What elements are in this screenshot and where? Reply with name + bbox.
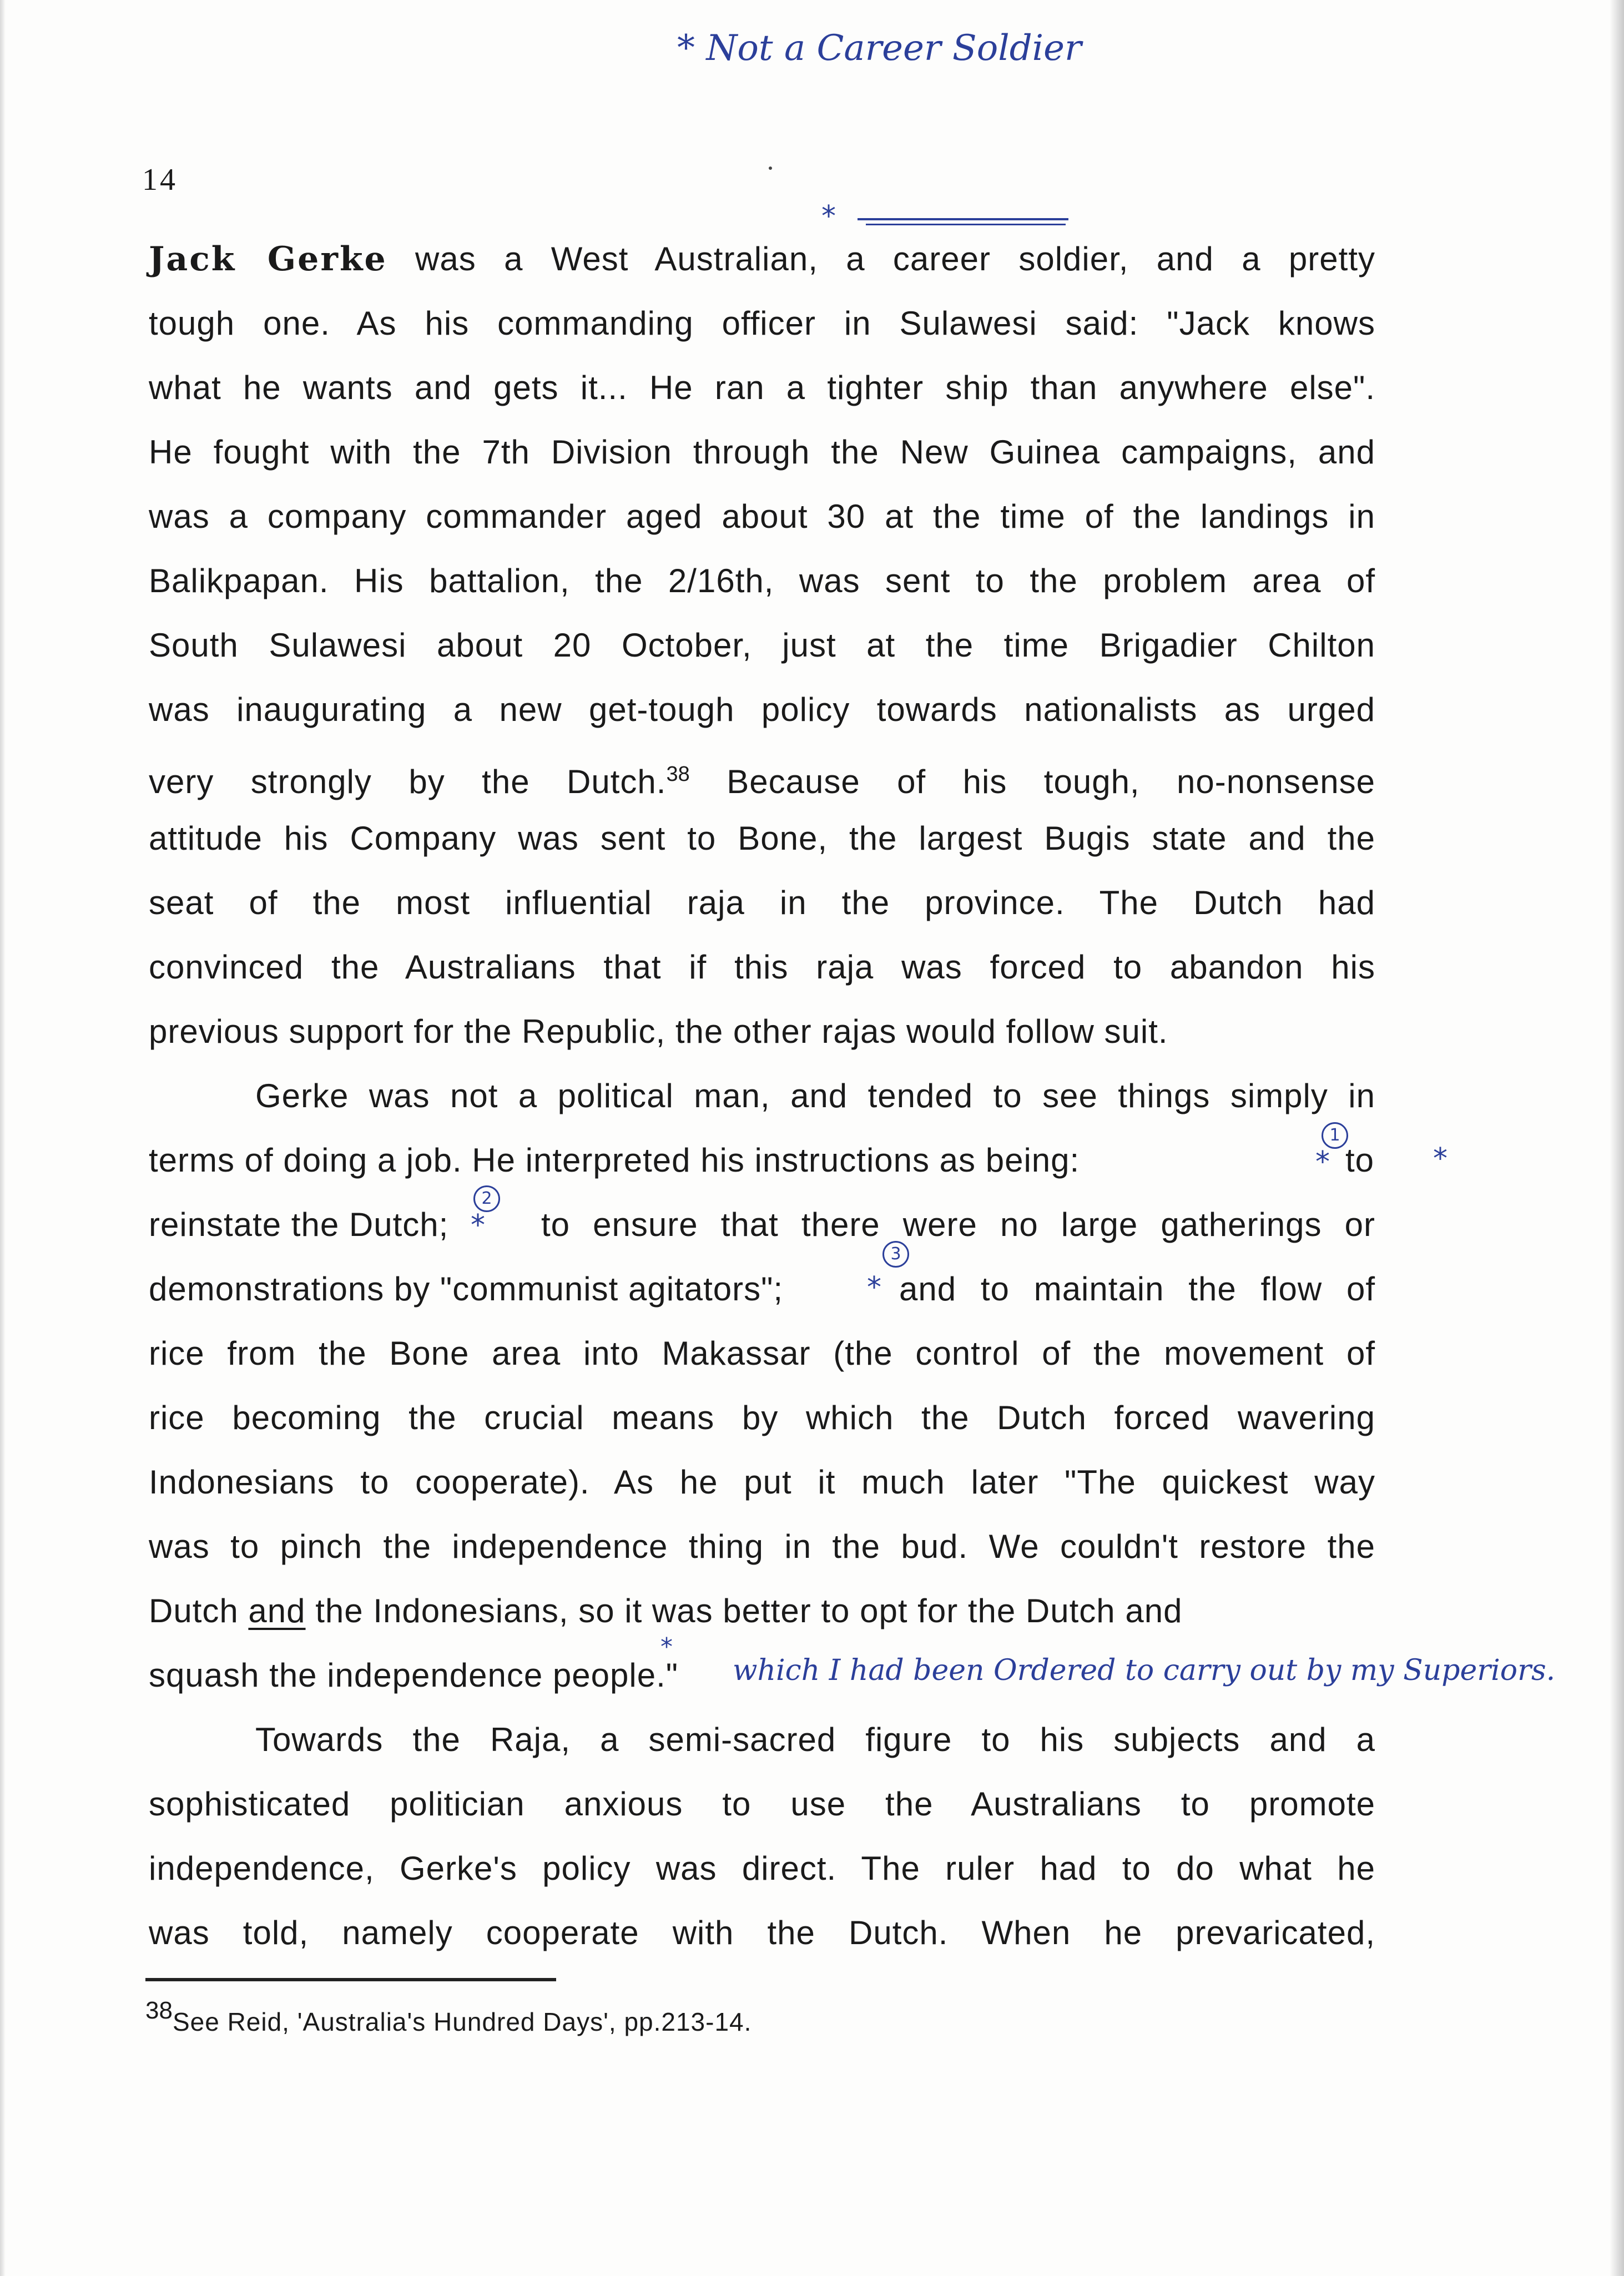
p3-line-1: Towards the Raja, a semi-sacred figure to his subjects and a xyxy=(255,1721,1375,1758)
p1-line-11: seat of the most influential raja in the province. The Dutch had xyxy=(149,884,1375,921)
asterisk-mark-1: * xyxy=(1315,1145,1330,1179)
p2-line-2-end: to xyxy=(1345,1142,1375,1179)
speck xyxy=(769,166,772,170)
scan-edge-left xyxy=(0,0,6,2276)
p2-line-8: was to pinch the independence thing in the bud. We couldn't restore the xyxy=(149,1528,1375,1565)
pen-strike-line xyxy=(858,218,1068,220)
p2-line-7: Indonesians to cooperate). As he put it much later "The quickest way xyxy=(149,1463,1375,1501)
circled-number-1: 1 xyxy=(1322,1122,1348,1149)
asterisk-mark-2: * xyxy=(471,1209,485,1242)
p3-line-2: sophisticated politician anxious to use the Australians to promote xyxy=(149,1785,1375,1823)
underlined-and: and xyxy=(248,1592,306,1629)
footnote-number: 38 xyxy=(145,1997,173,2024)
p1-line-10: attitude his Company was sent to Bone, the largest Bugis state and the xyxy=(149,820,1375,857)
footnote-text: See Reid, 'Australia's Hundred Days', pp.213-14. xyxy=(172,2007,752,2036)
p2-line-4a: demonstrations by "communist agitators"; xyxy=(149,1270,784,1308)
footnote-divider xyxy=(145,1978,556,1981)
footnote xyxy=(145,1997,752,2037)
p2-line-10: squash the independence people." xyxy=(149,1657,679,1694)
p2-line-4b: and to maintain the flow of xyxy=(899,1270,1375,1308)
asterisk-mark-career: * xyxy=(821,200,836,233)
p1-line-12: convinced the Australians that if this raja was forced to abandon his xyxy=(149,948,1375,986)
p1-line-9: very strongly by the Dutch.$^{38}$ Because of his tough, no-nonsense xyxy=(149,763,1375,800)
p1-line-3: what he wants and gets it... He ran a tighter ship than anywhere else". xyxy=(149,369,1375,406)
p2-line-6: rice becoming the crucial means by which the Dutch forced wavering xyxy=(149,1399,1375,1436)
p1-line-5: was a company commander aged about 30 at the time of the landings in xyxy=(149,498,1375,535)
handwritten-header-note: * Not a Career Soldier xyxy=(677,28,1082,69)
margin-asterisk: * xyxy=(1433,1142,1448,1175)
p1-line-4: He fought with the 7th Division through the New Guinea campaigns, and xyxy=(149,433,1375,471)
circled-number-3: 3 xyxy=(882,1241,909,1268)
footnote-ref-38: 38 xyxy=(666,763,690,786)
circled-number-2: 2 xyxy=(473,1185,500,1212)
asterisk-mark-4: * xyxy=(660,1633,673,1661)
p1-line-8: was inaugurating a new get-tough policy towards nationalists as urged xyxy=(149,691,1375,728)
p2-line-9: Dutch and the Indonesians, so it was better to opt for the Dutch and xyxy=(149,1592,1183,1629)
scan-edge-right xyxy=(1610,0,1624,2276)
p2-line-5: rice from the Bone area into Makassar (the control of the movement of xyxy=(149,1335,1375,1372)
p3-line-4: was told, namely cooperate with the Dutch. When he prevaricated, xyxy=(149,1914,1375,1951)
asterisk-mark-3: * xyxy=(867,1271,881,1304)
p2-line-1: Gerke was not a political man, and tended to see things simply in xyxy=(255,1077,1375,1114)
person-name: Jack Gerke xyxy=(149,240,387,279)
p2-line-3a: reinstate the Dutch; xyxy=(149,1206,449,1243)
p1-line-13: previous support for the Republic, the other rajas would follow suit. xyxy=(149,1013,1168,1050)
p1-line-6: Balikpapan. His battalion, the 2/16th, was sent to the problem area of xyxy=(149,562,1375,599)
page-number: 14 xyxy=(142,163,178,197)
p3-line-3: independence, Gerke's policy was direct. The ruler had to do what he xyxy=(149,1850,1375,1887)
p1-line-7: South Sulawesi about 20 October, just at the time Brigadier Chilton xyxy=(149,627,1375,664)
p1-line-2: tough one. As his commanding officer in Sulawesi said: "Jack knows xyxy=(149,305,1375,342)
p2-line-3b: to ensure that there were no large gatherings or xyxy=(541,1206,1375,1243)
pen-strike-line-2 xyxy=(866,224,1066,225)
handwritten-closing-note: which I had been Ordered to carry out by my Superiors. xyxy=(733,1654,1556,1687)
p1-line-1: Jack Gerke was a West Australian, a career soldier, and a pretty xyxy=(149,240,1375,279)
p2-line-2: terms of doing a job. He interpreted his instructions as being: xyxy=(149,1142,1080,1179)
